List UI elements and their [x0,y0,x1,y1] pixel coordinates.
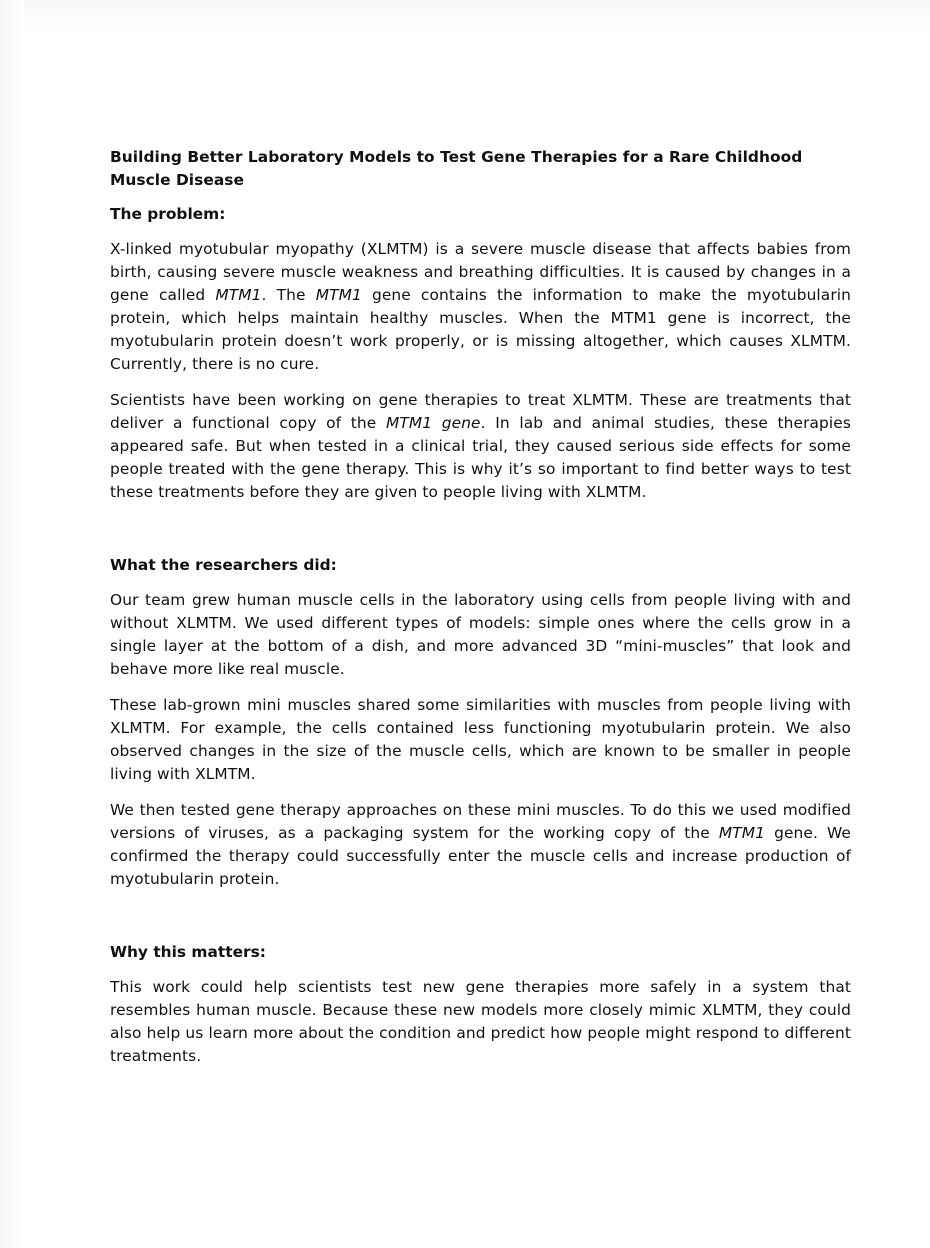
paragraph [110,799,851,891]
section-heading: The problem: [110,205,226,223]
paragraph [110,389,851,504]
text-segment: gene. We confirmed the therapy could successfully enter the muscle cells and increase production of myotubularin protein. [110,824,851,888]
section-heading: What the researchers did: [110,556,337,574]
text-segment: . In lab and animal studies, these therapies appeared safe. But when tested in a clinical trial, they caused serious side effects for some people treated with the gene therapy. This is why it’s so important to find better ways to test these treatments before they are given to people living with XLMTM. [110,414,851,501]
section-what-the-researchers-did [110,554,851,891]
text-segment: gene contains the information to make the myotubularin protein, which helps maintain healthy muscles. When the MTM1 gene is incorrect, the myotubularin protein doesn’t work properly, or is missing altogether, which causes XLMTM. Currently, there is no cure. [110,286,851,373]
document-title: Building Better Laboratory Models to Test Gene Therapies for a Rare Childhood Muscle Disease [110,148,803,189]
text-segment: These lab-grown mini muscles shared some similarities with muscles from people living with XLMTM. For example, the cells contained less functioning myotubularin protein. We also observed changes in the size of the muscle cells, which are known to be smaller in people living with XLMTM. [110,696,851,783]
paragraph [110,976,851,1068]
page-left-shadow [0,0,24,1248]
gene-name-italic: MTM1 [718,824,766,842]
document-page [110,146,851,1081]
section-why-this-matters [110,941,851,1068]
gene-name-italic: MTM1 gene [385,414,481,432]
text-segment: This work could help scientists test new gene therapies more safely in a system that resembles human muscle. Because these new models more closely mimic XLMTM, they could also help us learn more about the condition and predict how people might respond to different treatments. [110,978,851,1065]
text-segment: X-linked myotubular myopathy (XLMTM) is a severe muscle disease that affects babies from birth, causing severe muscle weakness and breathing difficulties. It is caused by changes in a gene called [110,240,851,304]
page-top-shadow [0,0,930,34]
text-segment: We then tested gene therapy approaches on these mini muscles. To do this we used modified versions of viruses, as a packaging system for the working copy of the [110,801,851,842]
text-segment: . The [261,286,316,304]
paragraph [110,238,851,376]
text-segment: Scientists have been working on gene therapies to treat XLMTM. These are treatments that deliver a functional copy of the [110,391,851,432]
section-the-problem [110,203,851,504]
gene-name-italic: MTM1 [215,286,262,304]
paragraph [110,589,851,681]
text-segment: Our team grew human muscle cells in the laboratory using cells from people living with and without XLMTM. We used different types of models: simple ones where the cells grow in a single layer at the bottom of a dish, and more advanced 3D “mini-muscles” that look and behave more like real muscle. [110,591,851,678]
gene-name-italic: MTM1 [315,286,362,304]
section-heading: Why this matters: [110,943,266,961]
paragraph [110,694,851,786]
